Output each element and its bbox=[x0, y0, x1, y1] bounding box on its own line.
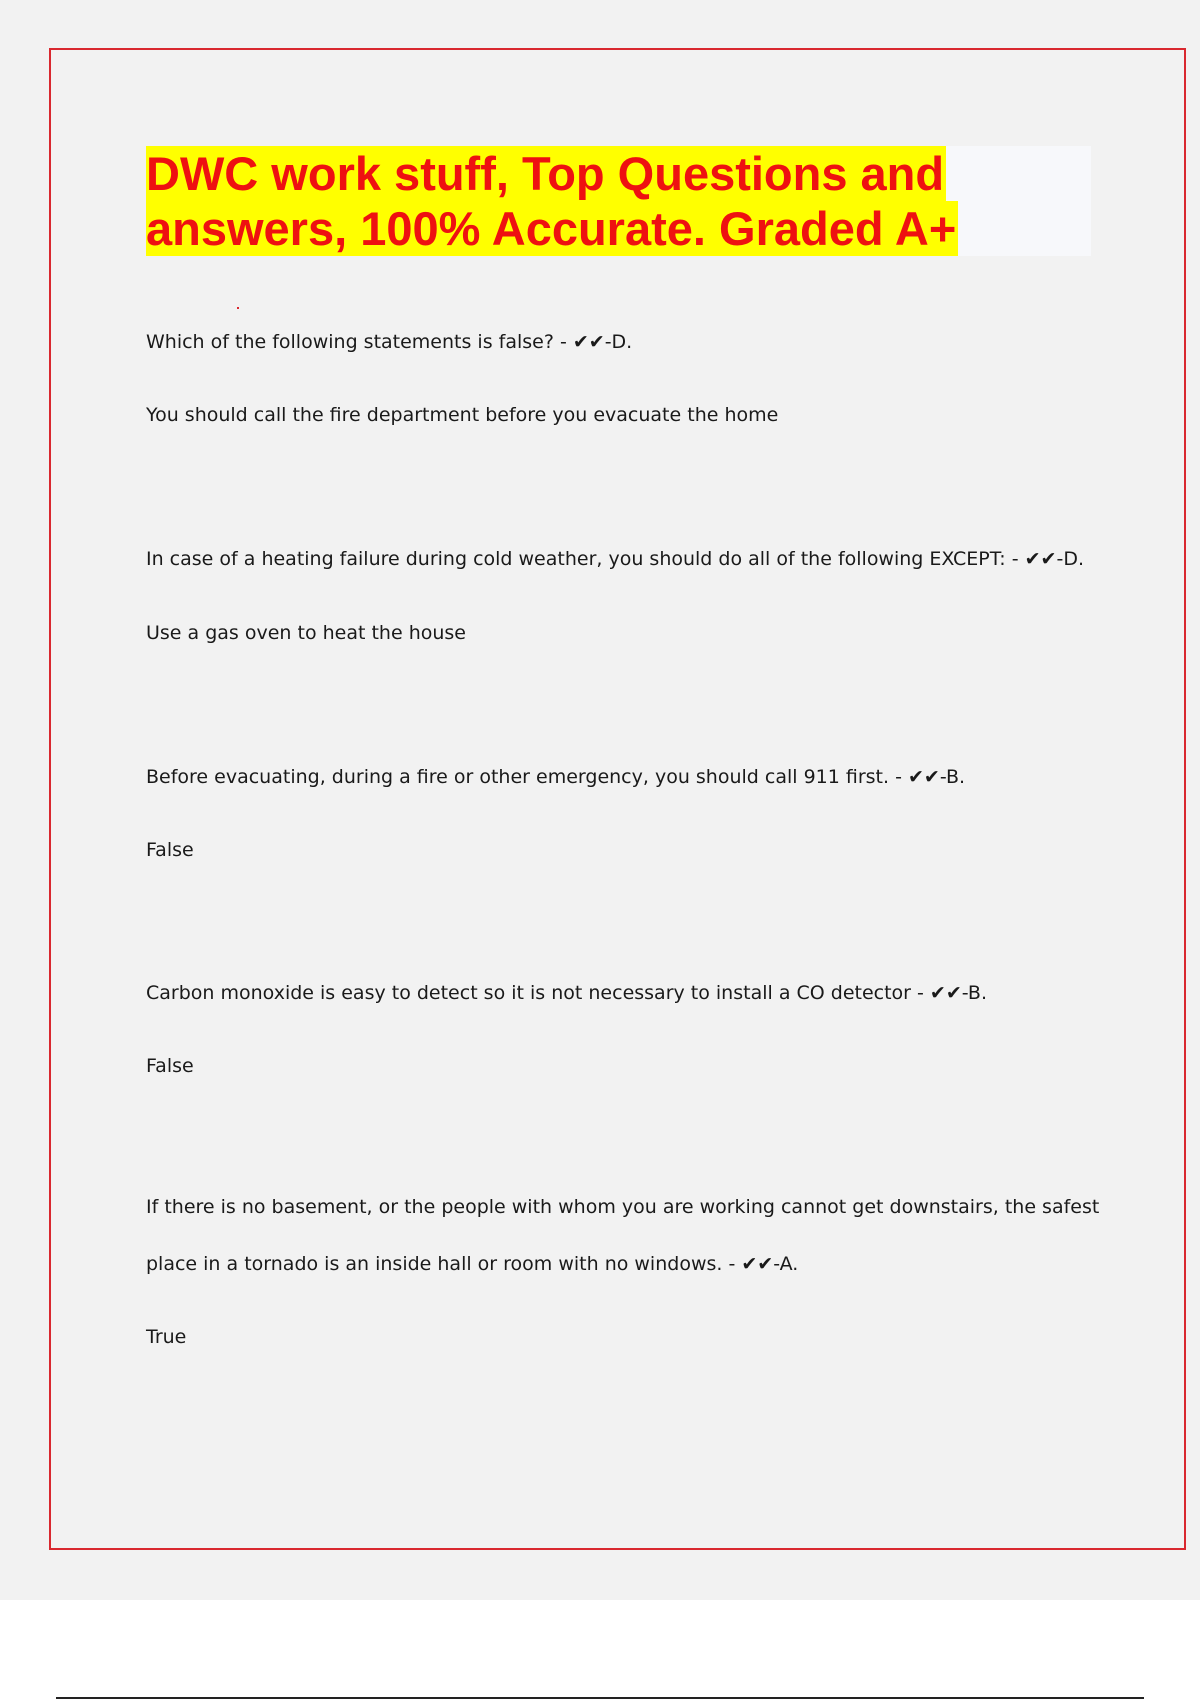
question-text-line-1: If there is no basement, or the people with whom you are working cannot get downstairs, the safest bbox=[146, 1196, 1100, 1218]
question-text: Which of the following statements is false? - ✔✔-D. bbox=[146, 331, 633, 353]
footer-rule bbox=[56, 1697, 1144, 1699]
answer-text: Use a gas oven to heat the house bbox=[146, 622, 466, 644]
answer-text: False bbox=[146, 839, 194, 861]
question-text: Before evacuating, during a fire or other emergency, you should call 911 first. - ✔✔-B. bbox=[146, 766, 966, 788]
answer-text: You should call the fire department before you evacuate the home bbox=[146, 404, 779, 426]
answer-text: True bbox=[146, 1326, 187, 1348]
stray-mark bbox=[237, 307, 239, 309]
document-title-line-1: DWC work stuff, Top Questions and bbox=[146, 147, 945, 200]
page-border bbox=[49, 48, 1186, 1550]
answer-text: False bbox=[146, 1055, 194, 1077]
question-text: Carbon monoxide is easy to detect so it is not necessary to install a CO detector - ✔✔-B. bbox=[146, 982, 988, 1004]
document-title-line-2: answers, 100% Accurate. Graded A+ bbox=[146, 202, 957, 255]
question-text: In case of a heating failure during cold weather, you should do all of the following EXCEPT: - ✔✔-D. bbox=[146, 548, 1084, 570]
question-text-line-2: place in a tornado is an inside hall or room with no windows. - ✔✔-A. bbox=[146, 1253, 799, 1275]
